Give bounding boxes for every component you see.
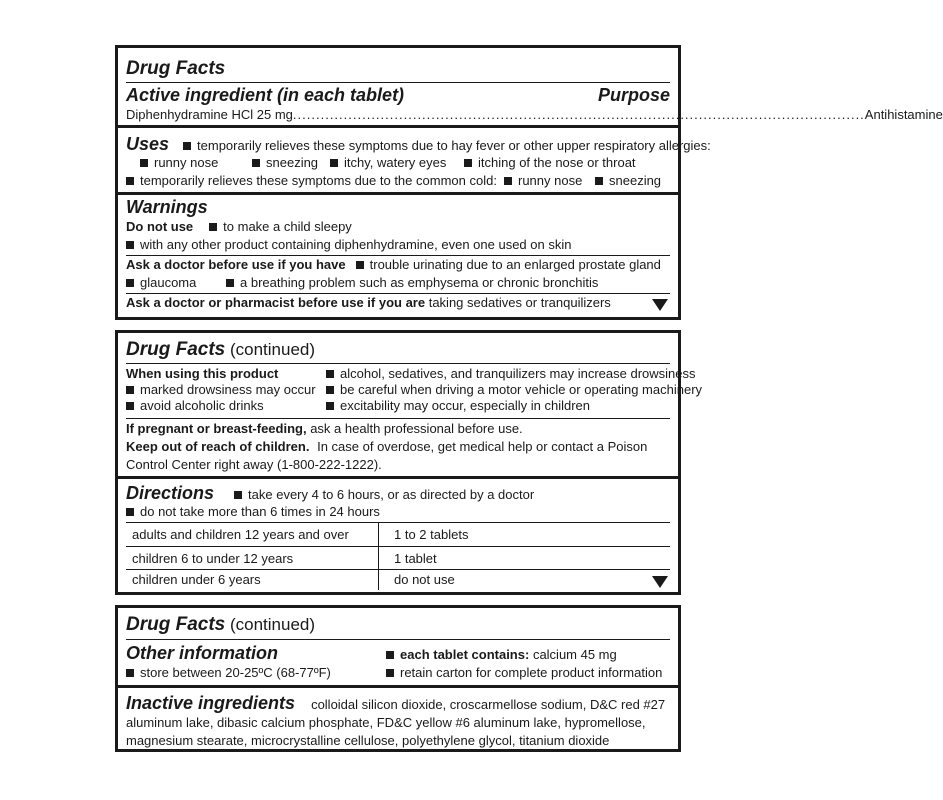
when-using-label: When using this product — [126, 366, 279, 381]
continued-label: (continued) — [229, 615, 316, 634]
divider — [126, 363, 670, 364]
pregnant-line — [126, 421, 670, 437]
inactive-text-3: magnesium stearate, microcrystalline cellulose, polyethylene glycol, titanium dioxide — [126, 733, 610, 748]
table-cell-dose: do not use — [394, 572, 455, 587]
bullet-icon — [126, 279, 134, 287]
ask-pharmacist-line — [126, 295, 670, 311]
table-row-dose — [394, 572, 670, 588]
bullet-icon — [126, 402, 134, 410]
when-using-item: excitability may occur, especially in children — [340, 398, 590, 413]
continue-arrow-icon — [652, 299, 668, 311]
do-not-use-label: Do not use — [126, 219, 194, 234]
keep-out-label: Keep out of reach of children. — [126, 439, 310, 454]
ask-doctor-item: a breathing problem such as emphysema or chronic bronchitis — [240, 275, 599, 290]
ask-doctor-line-2 — [126, 275, 670, 291]
do-not-use-item: with any other product containing diphenhydramine, even one used on skin — [140, 237, 572, 252]
bullet-icon — [209, 223, 217, 231]
when-using-item: avoid alcoholic drinks — [140, 398, 264, 413]
when-using-item: marked drowsiness may occur — [140, 382, 316, 397]
bullet-icon — [126, 386, 134, 394]
ask-pharmacist-label: Ask a doctor or pharmacist before use if you are — [126, 295, 426, 310]
ingredient-line — [126, 107, 943, 123]
do-not-use-line-2 — [126, 237, 670, 253]
table-row-dose — [394, 527, 670, 543]
ask-doctor-label: Ask a doctor before use if you have — [126, 257, 346, 272]
pregnant-label: If pregnant or breast-feeding, — [126, 421, 307, 436]
divider — [126, 293, 670, 294]
active-heading-text: Active ingredient (in each tablet) — [126, 85, 405, 105]
section-divider — [118, 125, 678, 128]
bullet-icon — [183, 142, 191, 150]
panel-title: Drug Facts — [126, 58, 226, 79]
bullet-icon — [126, 508, 134, 516]
directions-line — [126, 483, 670, 503]
table-column-divider — [378, 522, 379, 590]
inactive-line-1 — [126, 693, 670, 713]
directions-item: do not take more than 6 times in 24 hours — [140, 504, 380, 519]
bullet-icon — [386, 669, 394, 677]
bullet-icon — [226, 279, 234, 287]
directions-item: take every 4 to 6 hours, or as directed by a doctor — [248, 487, 535, 502]
warnings-heading: Warnings — [126, 197, 208, 217]
bullet-icon — [464, 159, 472, 167]
uses-item: sneezing — [609, 173, 662, 188]
uses-item: itchy, watery eyes — [344, 155, 447, 170]
panel-title-row — [126, 339, 670, 361]
directions-heading: Directions — [126, 483, 215, 503]
each-tablet-text: calcium 45 mg — [532, 647, 617, 662]
drug-facts-panel-2 — [115, 330, 703, 595]
ingredient-name: Diphenhydramine HCl 25 mg — [126, 107, 293, 122]
bullet-icon — [386, 651, 394, 659]
bullet-icon — [356, 261, 364, 269]
other-information-heading: Other information — [126, 643, 278, 663]
active-ingredient-heading — [126, 85, 670, 105]
uses-heading: Uses — [126, 134, 170, 154]
ask-doctor-item: glaucoma — [140, 275, 197, 290]
uses-line-1 — [126, 134, 711, 154]
bullet-icon — [252, 159, 260, 167]
uses-line-3 — [126, 173, 670, 189]
uses-text-3: temporarily relieves these symptoms due to the common cold: — [140, 173, 497, 188]
section-divider — [118, 192, 678, 195]
panel-title: Drug Facts — [126, 614, 226, 635]
uses-item: runny nose — [154, 155, 219, 170]
when-using-right — [326, 366, 703, 414]
ask-doctor-item: trouble urinating due to an enlarged prostate gland — [369, 257, 661, 272]
table-cell-age: children under 6 years — [132, 572, 261, 587]
each-tablet-line — [386, 647, 670, 663]
inactive-text-2: aluminum lake, dibasic calcium phosphate, FD&C yellow #6 aluminum lake, hypromellose, — [126, 715, 646, 730]
when-using-item: alcohol, sedatives, and tranquilizers may increase drowsiness — [340, 366, 696, 381]
drug-facts-panel-1 — [115, 45, 943, 320]
divider — [126, 82, 670, 83]
when-using-item: be careful when driving a motor vehicle or operating machinery — [340, 382, 703, 397]
other-item-text: retain carton for complete product information — [400, 665, 663, 680]
directions-line-2 — [126, 504, 670, 520]
table-row-dose — [394, 551, 670, 567]
bullet-icon — [326, 370, 334, 378]
other-item — [386, 665, 670, 681]
ask-doctor-line — [126, 257, 670, 273]
do-not-use-line — [126, 219, 670, 235]
drug-facts-panel-3 — [115, 605, 681, 752]
do-not-use-item: to make a child sleepy — [223, 219, 352, 234]
bullet-icon — [326, 402, 334, 410]
ingredient-purpose: Antihistamine — [864, 107, 943, 122]
section-divider — [118, 476, 678, 479]
continue-arrow-icon — [652, 576, 668, 588]
ask-pharmacist-text: taking sedatives or tranquilizers — [428, 295, 611, 310]
keep-out-line — [126, 439, 670, 455]
divider — [126, 639, 670, 640]
inactive-ingredients-heading: Inactive ingredients — [126, 693, 296, 713]
keep-out-text-2: Control Center right away (1-800-222-1222). — [126, 457, 382, 472]
section-divider — [118, 685, 678, 688]
table-rule — [126, 546, 670, 547]
each-tablet-label: each tablet contains: — [400, 647, 530, 662]
inactive-text: colloidal silicon dioxide, croscarmellose sodium, D&C red #27 — [311, 697, 666, 712]
panel-title-row — [126, 614, 670, 636]
pregnant-text: ask a health professional before use. — [310, 421, 523, 436]
purpose-heading: Purpose — [597, 85, 670, 105]
uses-item: itching of the nose or throat — [478, 155, 636, 170]
uses-item: sneezing — [266, 155, 319, 170]
bullet-icon — [126, 241, 134, 249]
bullet-icon — [234, 491, 242, 499]
continued-label: (continued) — [229, 340, 316, 359]
table-cell-age: children 6 to under 12 years — [132, 551, 294, 566]
bullet-icon — [126, 669, 134, 677]
bullet-icon — [504, 177, 512, 185]
bullet-icon — [140, 159, 148, 167]
bullet-icon — [595, 177, 603, 185]
uses-item: runny nose — [518, 173, 583, 188]
divider — [126, 255, 670, 256]
table-rule — [126, 522, 670, 523]
bullet-icon — [326, 386, 334, 394]
table-rule — [126, 569, 670, 570]
uses-items — [140, 155, 670, 171]
keep-out-text: In case of overdose, get medical help or contact a Poison — [317, 439, 648, 454]
divider — [126, 418, 670, 419]
table-cell-dose: 1 tablet — [394, 551, 437, 566]
bullet-icon — [330, 159, 338, 167]
dot-leader: ............................................................................................................................ — [292, 107, 865, 122]
table-cell-age: adults and children 12 years and over — [132, 527, 349, 542]
panel-title: Drug Facts — [126, 339, 226, 360]
other-item-text: store between 20-25ºC (68-77ºF) — [140, 665, 331, 680]
bullet-icon — [126, 177, 134, 185]
uses-text-1: temporarily relieves these symptoms due to hay fever or other upper respiratory allergies: — [197, 138, 711, 153]
table-cell-dose: 1 to 2 tablets — [394, 527, 469, 542]
